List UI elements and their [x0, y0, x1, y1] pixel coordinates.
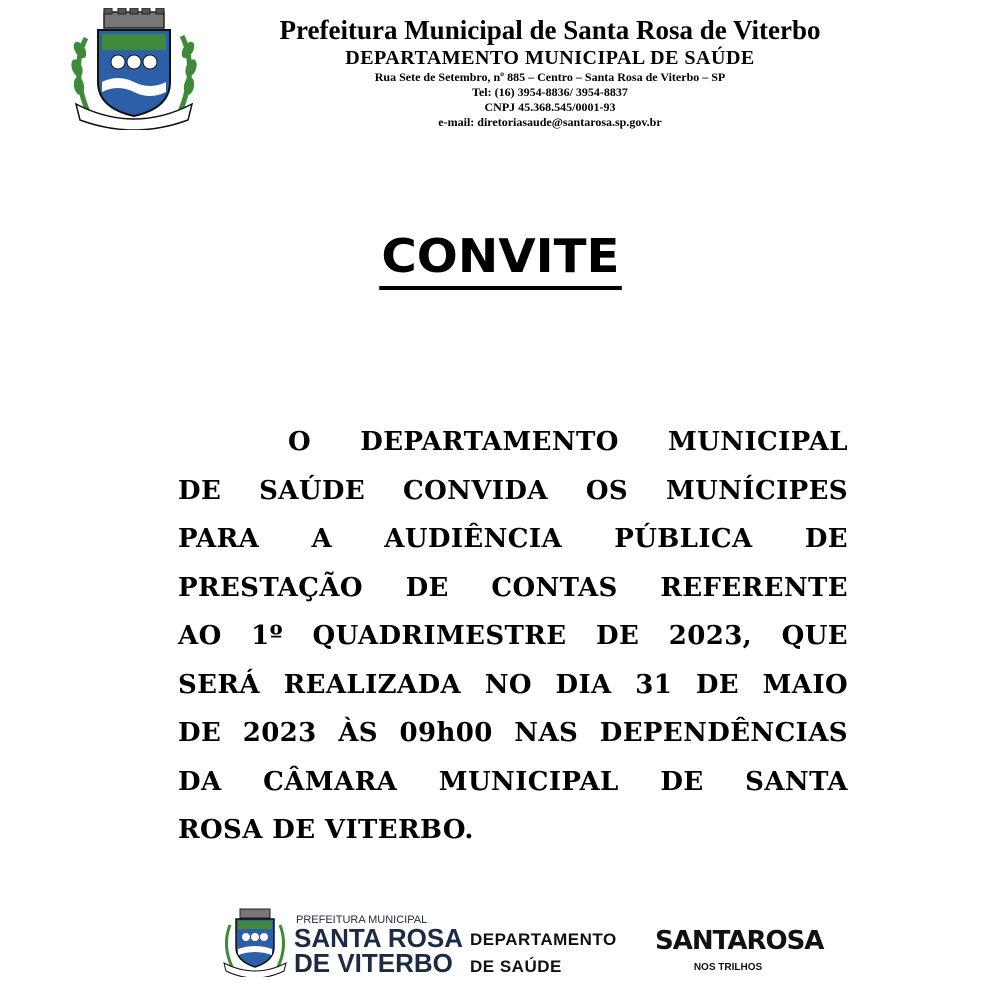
brand-subtitle: NOS TRILHOS [693, 962, 763, 973]
body-line: DE 2023 ÀS 09h00 NAS DEPENDÊNCIAS [178, 718, 848, 748]
footer-prefeitura-label: PREFEITURA MUNICIPAL [296, 914, 428, 926]
footer-logos [0, 900, 1000, 1000]
invitation-body [178, 418, 848, 855]
body-line: ROSA DE VITERBO. [178, 815, 474, 845]
footer-city-line: DE VITERBO [294, 948, 453, 978]
department-name: DEPARTAMENTO MUNICIPAL DE SAÚDE [345, 47, 755, 69]
footer-city-name [294, 923, 463, 978]
body-line: SERÁ REALIZADA NO DIA 31 DE MAIO [178, 669, 848, 700]
footer-city-line: SANTA ROSA [294, 923, 463, 953]
footer-dept-line: DE SAÚDE [470, 957, 562, 976]
footer-dept-line: DEPARTAMENTO [470, 930, 617, 949]
body-line: PARA A AUDIÊNCIA PÚBLICA DE [178, 524, 848, 554]
cnpj: CNPJ 45.368.545/0001-93 [484, 100, 616, 114]
municipal-coat-of-arms-icon [68, 8, 200, 130]
letterhead-text [205, 14, 895, 130]
santa-rosa-nos-trilhos-logo [655, 924, 824, 982]
letterhead [0, 0, 1000, 150]
body-line: AO 1º QUADRIMESTRE DE 2023, QUE [178, 621, 848, 651]
body-line: DA CÂMARA MUNICIPAL DE SANTA [178, 766, 848, 797]
body-line: O DEPARTAMENTO MUNICIPAL [288, 427, 848, 457]
brand-wordmark: SANTAROSA [655, 926, 824, 956]
heading-text: CONVITE [379, 228, 621, 290]
body-line: DE SAÚDE CONVIDA OS MUNÍCIPES [178, 475, 848, 506]
body-line: PRESTAÇÃO DE CONTAS REFERENTE [178, 572, 848, 603]
municipal-crest-small-icon [220, 907, 290, 977]
document-heading [0, 228, 1000, 290]
prefeitura-title: Prefeitura Municipal de Santa Rosa de Viterbo [279, 15, 821, 45]
footer-department [470, 926, 617, 980]
address: Rua Sete de Setembro, nº 885 – Centro – Santa Rosa de Viterbo – SP [374, 70, 726, 84]
email: e-mail: diretoriasaude@santarosa.sp.gov.br [438, 115, 662, 129]
phone: Tel: (16) 3954-8836/ 3954-8837 [472, 85, 628, 99]
